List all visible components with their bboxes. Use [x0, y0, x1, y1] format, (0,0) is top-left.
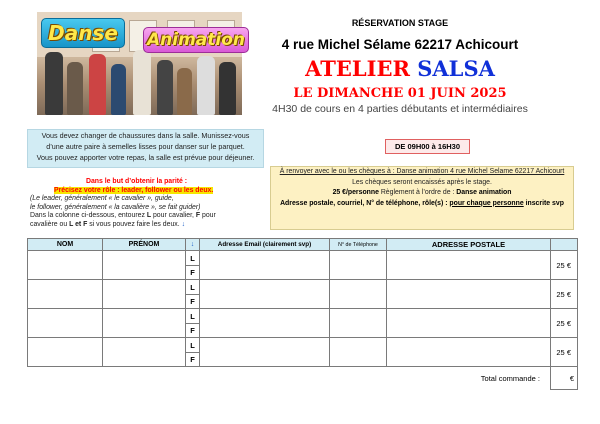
role-l-cell[interactable]: L: [186, 309, 200, 324]
total-value[interactable]: €: [551, 367, 578, 390]
venue-address: 4 rue Michel Sélame 62217 Achicourt: [281, 37, 519, 52]
price-per-person: 25 €/personne: [332, 189, 379, 196]
address-cell[interactable]: [387, 338, 551, 367]
col-price-header: [551, 239, 578, 251]
phone-cell[interactable]: [330, 280, 387, 309]
nom-cell[interactable]: [28, 338, 103, 367]
role-l-cell[interactable]: L: [186, 338, 200, 353]
role-l-cell[interactable]: L: [186, 280, 200, 295]
role-note-text: pour: [200, 212, 216, 220]
address-cell[interactable]: [387, 280, 551, 309]
email-cell[interactable]: [200, 280, 330, 309]
col-address-header: ADRESSE POSTALE: [387, 239, 551, 251]
role-letters-both: L et F: [69, 220, 88, 228]
registration-table: [27, 238, 578, 390]
prenom-cell[interactable]: [103, 309, 186, 338]
logo-animation: Animation: [143, 27, 249, 53]
col-nom-header: NOM: [28, 239, 103, 251]
col-email-header: Adresse Email (clairement svp): [200, 239, 330, 251]
required-info-text: inscrite svp: [523, 199, 564, 207]
logo-danse: Danse: [41, 18, 125, 48]
payment-order-text: Règlement à l’ordre de :: [378, 189, 457, 196]
required-info-text: Adresse postale, courriel, N° de téléphone, rôle(s) :: [280, 199, 450, 207]
price-line: [271, 188, 573, 199]
workshop-word-salsa: SALSA: [417, 56, 495, 81]
col-phone-header: N° de Téléphone: [330, 239, 387, 251]
event-date: LE DIMANCHE 01 JUIN 2025: [293, 86, 507, 101]
role-f-cell[interactable]: F: [186, 295, 200, 309]
return-address-line: À renvoyer avec le ou les chèques à : Danse animation 4 rue Michel Selame 62217 Achicourt: [279, 168, 565, 175]
required-info-emphasis: pour chaque personne: [449, 199, 524, 207]
role-f-cell[interactable]: F: [186, 266, 200, 280]
role-note-text: si vous pouvez faire les deux.: [87, 220, 182, 228]
required-info-line: [271, 199, 573, 210]
table-row: [28, 309, 578, 324]
workshop-title: [250, 57, 550, 81]
price-cell: 25 €: [551, 251, 578, 280]
table-row: [28, 280, 578, 295]
total-label: Total commande :: [480, 373, 540, 383]
arrow-down-icon: ↓: [186, 239, 200, 251]
total-row: [28, 367, 578, 390]
phone-cell[interactable]: [330, 338, 387, 367]
role-note-text: pour cavalier,: [151, 212, 196, 220]
role-note-heading: Dans le but d’obtenir la parité :: [86, 178, 188, 185]
role-instructions: [30, 178, 270, 230]
shoes-note-line: Vous pouvez apporter votre repas, la salle est prévue pour déjeuner.: [36, 153, 255, 162]
table-row: [28, 251, 578, 266]
role-note-line: (Le leader, généralement « le cavalier », guide,: [30, 195, 174, 203]
workshop-word-atelier: ATELIER: [305, 56, 410, 81]
table-row: [28, 338, 578, 353]
schedule-badge: DE 09H00 à 16H30: [385, 139, 470, 154]
email-cell[interactable]: [200, 309, 330, 338]
nom-cell[interactable]: [28, 251, 103, 280]
shoes-note-box: [27, 129, 264, 168]
prenom-cell[interactable]: [103, 280, 186, 309]
shoes-note-line: Vous devez changer de chaussures dans la salle. Munissez-vous: [41, 131, 250, 140]
event-subtitle: 4H30 de cours en 4 parties débutants et intermédiaires: [272, 103, 528, 115]
payment-info-box: [270, 166, 574, 230]
email-cell[interactable]: [200, 251, 330, 280]
page-title: RÉSERVATION STAGE: [351, 18, 449, 28]
phone-cell[interactable]: [330, 251, 387, 280]
cheques-note-line: Les chèques seront encaissés après le stage.: [352, 178, 492, 186]
arrow-down-icon: ↓: [181, 220, 186, 228]
role-note-highlight: Précisez votre rôle : leader, follower ou les deux.: [54, 186, 214, 194]
role-letter-l: L: [146, 212, 152, 220]
price-cell: 25 €: [551, 338, 578, 367]
prenom-cell[interactable]: [103, 251, 186, 280]
table-header-row: [28, 239, 578, 251]
nom-cell[interactable]: [28, 280, 103, 309]
phone-cell[interactable]: [330, 309, 387, 338]
shoes-note-line: d’une autre paire à semelles lisses pour danser sur le parquet.: [46, 142, 245, 151]
role-note-line: le follower, généralement « la cavalière », se fait guider): [30, 203, 201, 211]
role-f-cell[interactable]: F: [186, 324, 200, 338]
col-prenom-header: PRÉNOM: [103, 239, 186, 251]
prenom-cell[interactable]: [103, 338, 186, 367]
role-f-cell[interactable]: F: [186, 353, 200, 367]
email-cell[interactable]: [200, 338, 330, 367]
role-note-text: cavalière ou: [30, 220, 70, 228]
price-cell: 25 €: [551, 309, 578, 338]
price-cell: 25 €: [551, 280, 578, 309]
nom-cell[interactable]: [28, 309, 103, 338]
role-l-cell[interactable]: L: [186, 251, 200, 266]
address-cell[interactable]: [387, 251, 551, 280]
payee-name: Danse animation: [456, 189, 512, 196]
role-note-text: Dans la colonne ci-dessous, entourez: [30, 212, 147, 220]
role-letter-f: F: [195, 212, 201, 220]
address-cell[interactable]: [387, 309, 551, 338]
